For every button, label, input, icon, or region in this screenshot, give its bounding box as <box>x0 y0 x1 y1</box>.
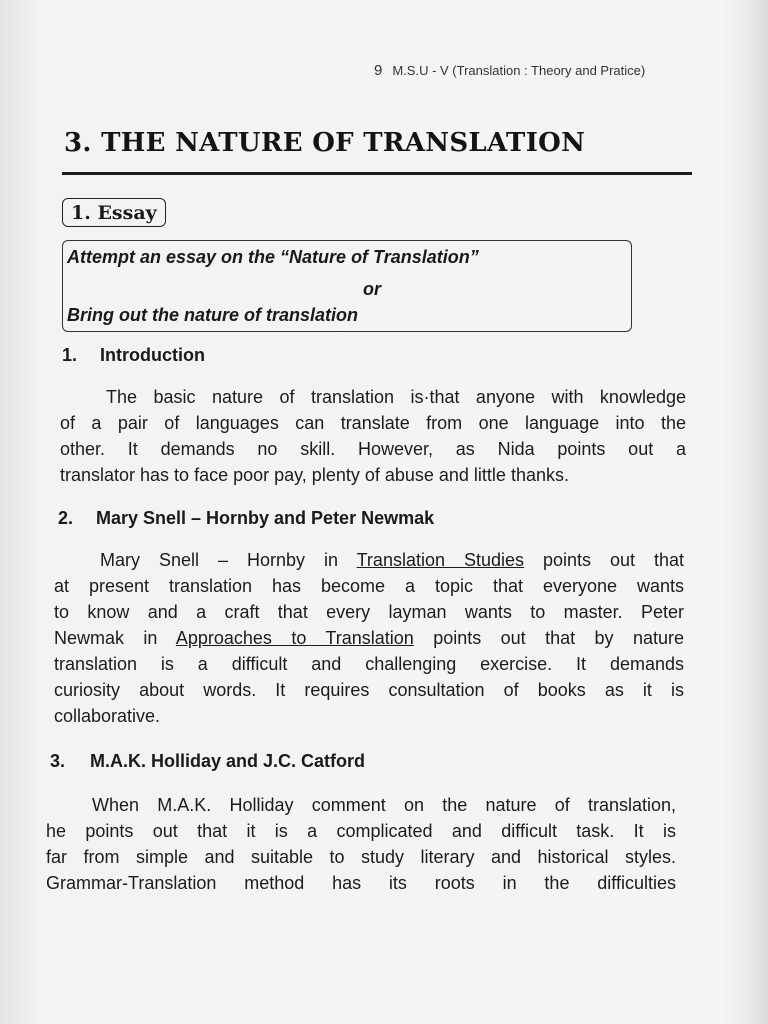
paragraph-line: far from simple and suitable to study literary and historical styles. <box>46 847 676 867</box>
section-number: 2. <box>58 508 74 528</box>
paragraph-line: to know and a craft that every layman wants to master. Peter <box>54 602 684 622</box>
paragraph-line: translation is a difficult and challenging exercise. It demands <box>54 654 684 674</box>
running-head <box>374 62 645 79</box>
page-edge-shadow <box>738 0 768 1024</box>
paragraph-introduction <box>60 384 686 488</box>
page-number: 9 <box>374 62 383 79</box>
section-title: M.A.K. Holliday and J.C. Catford <box>90 751 366 771</box>
question-box <box>62 240 632 332</box>
text-run: points out that by nature <box>413 628 684 648</box>
running-head-text: M.S.U - V (Translation : Theory and Pratice) <box>392 63 646 78</box>
section-number: 1. <box>62 345 78 365</box>
section-title: Introduction <box>100 345 205 365</box>
paragraph-line <box>54 547 684 573</box>
text-run: Mary Snell – Hornby in <box>100 550 357 570</box>
chapter-title: 3. THE NATURE OF TRANSLATION <box>64 128 586 158</box>
paragraph-line: translator has to face poor pay, plenty of abuse and little thanks. <box>60 465 569 485</box>
paragraph-line: The basic nature of translation is·that anyone with knowledge <box>106 387 686 407</box>
book-title-translation-studies: Translation Studies <box>356 550 524 570</box>
section-heading-introduction <box>62 345 205 366</box>
section-number: 3. <box>50 751 66 771</box>
section-heading-snell-hornby-newmak <box>58 508 434 529</box>
question-line-1: Attempt an essay on the “Nature of Translation” <box>67 247 479 267</box>
paragraph-line: of a pair of languages can translate from one language into the <box>60 413 686 433</box>
essay-label: 1. Essay <box>62 198 166 227</box>
paragraph-line: curiosity about words. It requires consultation of books as it is <box>54 680 684 700</box>
text-run: Newmak in <box>54 628 176 648</box>
paragraph-snell-hornby-newmak <box>54 547 684 729</box>
paragraph-line: he points out that it is a complicated and difficult task. It is <box>46 821 676 841</box>
question-line-2: Bring out the nature of translation <box>67 305 358 325</box>
paragraph-line: collaborative. <box>54 706 161 726</box>
paragraph-line: Grammar-Translation method has its roots in the difficulties <box>46 873 676 893</box>
text-run: points out that <box>524 550 684 570</box>
section-title: Mary Snell – Hornby and Peter Newmak <box>96 508 435 528</box>
paragraph-line: other. It demands no skill. However, as Nida points out a <box>60 439 686 459</box>
paragraph-line: at present translation has become a topic that everyone wants <box>54 576 684 596</box>
section-heading-holliday-catford <box>50 751 365 772</box>
paragraph-holliday-catford <box>46 792 676 896</box>
paragraph-line <box>54 625 684 651</box>
paragraph-line: When M.A.K. Holliday comment on the nature of translation, <box>92 795 676 815</box>
question-or: or <box>363 279 381 299</box>
book-title-approaches-to-translation: Approaches to Translation <box>175 628 414 648</box>
title-rule <box>62 172 692 175</box>
